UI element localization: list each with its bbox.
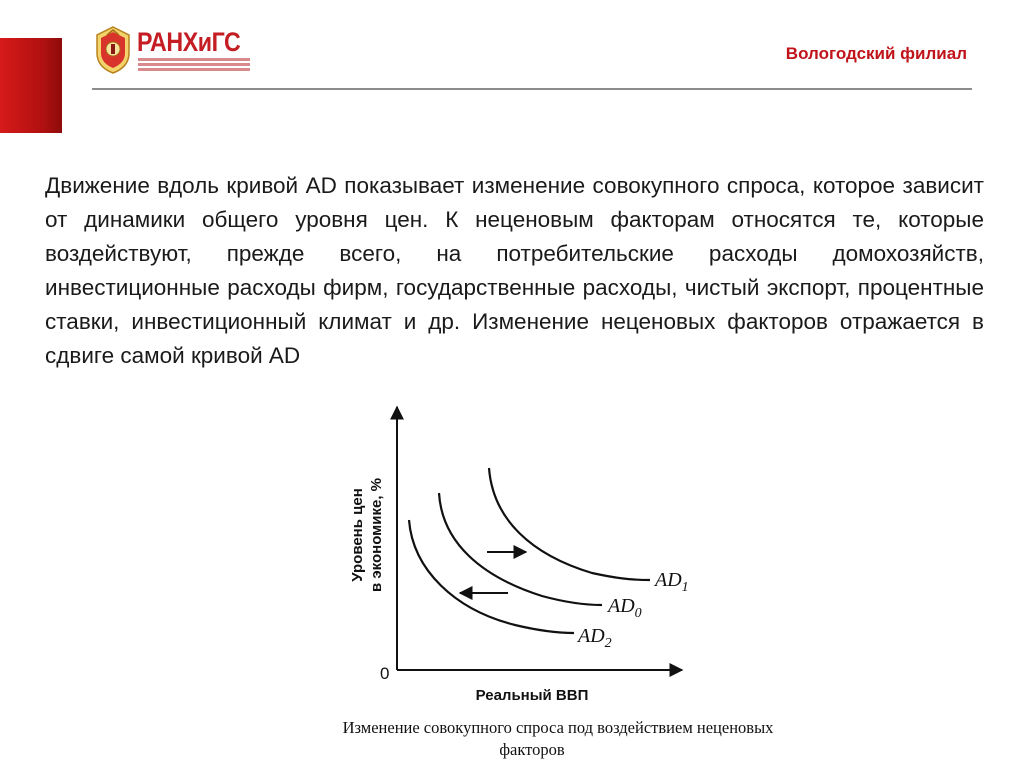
header-divider	[92, 88, 972, 90]
label-ad0-name: AD	[608, 595, 635, 617]
logo-subtitle-line	[138, 63, 250, 66]
y-axis-label-line1: Уровень цен	[349, 488, 366, 582]
logo	[93, 25, 253, 77]
label-ad1-name: AD	[655, 569, 682, 591]
emblem-icon	[93, 25, 133, 75]
label-ad2-subscript: 2	[604, 636, 612, 651]
curve-ad0	[439, 493, 602, 605]
logo-subtitle-line	[138, 68, 250, 71]
x-axis-label: Реальный ВВП	[475, 687, 589, 704]
label-ad0	[606, 595, 642, 621]
curve-ad2	[409, 520, 574, 633]
diagram-caption-line1: Изменение совокупного спроса под воздействием неценовых	[342, 718, 774, 737]
branch-title: Вологодский филиал	[785, 44, 967, 63]
y-axis-label-line2: в экономике, %	[368, 477, 385, 593]
logo-title: РАНХиГС	[137, 27, 241, 57]
logo-subtitle-line	[138, 58, 250, 61]
ad-curves-diagram	[300, 395, 840, 767]
label-ad0-subscript: 0	[634, 606, 642, 621]
logo-subtitle	[138, 58, 250, 73]
label-ad1	[653, 569, 689, 595]
body-paragraph: Движение вдоль кривой AD показывает изменение совокупного спроса, которое зависит от динамики общего уровня цен. К неценовым факторам относятся те, которые воздействуют, прежде всего, на потребительские расходы домохозяйств, инвестиционные расходы фирм, государственные расходы, чистый экспорт, процентные ставки, инвестиционный климат и др. Изменение неценовых факторов отражается в сдвиге самой кривой AD	[45, 173, 984, 368]
header-accent-bar	[0, 38, 62, 133]
label-ad1-subscript: 1	[681, 580, 689, 595]
body-text	[45, 169, 984, 373]
label-ad2-name: AD	[578, 625, 605, 647]
label-ad2	[576, 625, 612, 651]
origin-label: 0	[380, 664, 390, 683]
diagram-caption-line2: факторов	[499, 740, 565, 759]
curve-ad1	[489, 468, 650, 580]
